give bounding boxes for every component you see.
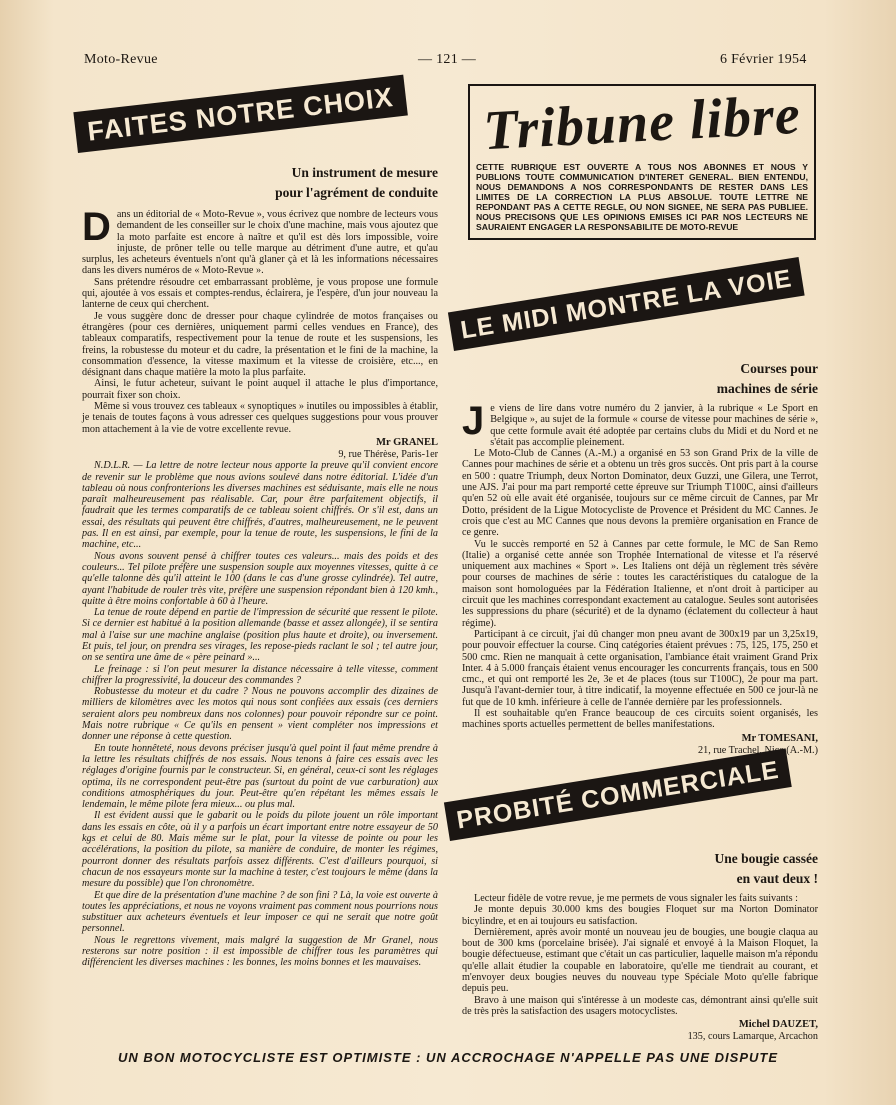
ndlr-paragraph: Il est évident aussi que le gabarit ou le poids du pilote jouent un rôle important dans les essais en côte, où il y a parfois un écart important entre notre essayeur de 50 kgs et celui de 80. Mais même sur le plat, pour la vitesse de pointe ou pour les accélérations, la position du pilote, sa manière de conduire, de monter les régimes, pourront donner des résultats parfois assez différents. C'est d'ailleurs pourquoi, si chacun de nos essayeurs monte sur la machine à tester, c'est toujours le même (dans la mesure du possible) que l'on chronomètre. (82, 810, 438, 890)
probite-letter (462, 893, 818, 1017)
faites-notre-choix-banner: FAITES NOTRE CHOIX (73, 75, 407, 153)
ndlr-paragraph: En toute honnêteté, nous devons préciser jusqu'à quel point il faut même prendre à la lettre les résultats chiffrés de nos essais. Nous tenons à faire ces essais avec les réglages d'origine fournis par le constructeur. Si, en général, ceux-ci sont les réglages optima, ils ne correspondent peut-être pas (surtout du point de vue carburation) aux conditions atmosphériques du jour. Peut-être qu'en répétant les mêmes essais le lendemain, le même pilote fera mieux... ou plus mal. (82, 742, 438, 811)
midi-signature: Mr TOMESANI, (741, 732, 818, 744)
midi-paragraph: Participant à ce circuit, j'ai dû changer mon pneu avant de 300x19 par un 3,25x19, pour pouvoir effectuer la course. Cinq catégories étaient prévues : 75, 125, 175, 250 et 500 cmc. Rien ne manquait à cette organisation, l'ambiance était vraiment Grand Prix Inter. 4 à 5.000 français étaient venus encourager les concurrents français, tous en 500 cmc., et qui ont remporté les 2e, 3e et 4e places (tous sur T100C), 2e pour ma part. Jusqu'à l'avant-dernier tour, à titre indicatif, la moyenne effectuée en 500 ce jour-là ne fut que de 10 kmh. inférieure à celle de l'année dernière par les professionnels. (462, 628, 818, 708)
midi-letter (462, 399, 818, 731)
tribune-libre-box (468, 84, 816, 240)
ndlr-paragraph: N.D.L.R. — La lettre de notre lecteur nous apporte la preuve qu'il convient encore de revenir sur le problème que nous avions soulevé dans notre éditorial. L'idée d'un tableau où nous confronterions les diverses machines est séduisante, mais elle ne nous paraît malheureusement pas réalisable. Car, pour être parfaitement objectifs, il faudrait que les termes comparatifs de ce tableau soient chiffrés. Or s'il est, dans un essai, des résultats qui peuvent être chiffrés, d'autres, malheureusement, ne le peuvent pas. Il en est ainsi, par exemple, pour la tenue de route, les suspensions, le fini de la machine, etc... (82, 460, 438, 551)
midi-dropcap: J (462, 399, 485, 443)
choix-paragraph: ans un éditorial de « Moto-Revue », vous écrivez que nombre de lecteurs vous demandent de les conseiller sur le choix d'une machine, mais vous ajoutez que la moto parfaite est encore à naître et qu'il est dès lors impossible, voire injuste, de prôner telle ou telle marque au détriment d'une autre, et qu'au surplus, les acheteurs éventuels n'ont qu'à glaner çà et là les informations nécessaires dans les divers numéros de « Moto-Revue ». (82, 209, 438, 277)
ndlr-paragraph: Nous avons souvent pensé à chiffrer toutes ces valeurs... mais des poids et des couleurs... Tel pilote préfère une suspension souple aux moyennes vitesses, quitte à ce qu'elle talonne dès qu'il atteint le 100 (dans le cas d'une grosse cylindrée). Tel autre, ayant l'habitude de rouler très vite, préfère une suspension répondant bien à 120 kmh., quitte à être moins confortable à 60 à l'heure. (82, 550, 438, 607)
choix-signature: Mr GRANEL (376, 436, 438, 448)
choix-address: 9, rue Thérèse, Paris-1er (338, 448, 438, 460)
magazine-name: Moto-Revue (84, 52, 158, 67)
probite-subtitle-2: en vaut deux ! (736, 870, 818, 886)
footer-slogan: UN BON MOTOCYCLISTE EST OPTIMISTE : UN ACCROCHAGE N'APPELLE PAS UNE DISPUTE (118, 1050, 778, 1065)
probite-address: 135, cours Lamarque, Arcachon (687, 1031, 818, 1043)
probite-signature: Michel DAUZET, (738, 1019, 818, 1031)
tribune-note: CETTE RUBRIQUE EST OUVERTE A TOUS NOS ABONNES ET NOUS Y PUBLIONS TOUTE COMMUNICATION D'INTERET GENERAL. BIEN ENTENDU, NOUS DEMANDONS A NOS CORRESPONDANTS DE RESTER DANS LES LIMITES DE LA CORRECTION LA PLUS ABSOLUE. TOUTE LETTRE NE REPONDANT PAS A CETTE REGLE, OU NON SIGNEE, NE SERA PAS PUBLIEE. NOUS PRECISONS QUE LES OPINIONS EMISES ICI PAR NOS LECTEURS NE SAURAIENT ENGAGER LA RESPONSABILITE DE MOTO-REVUE (476, 162, 808, 232)
choix-subtitle-2: pour l'agrément de conduite (275, 185, 438, 200)
tribune-title: Tribune libre (481, 83, 803, 163)
midi-banner: LE MIDI MONTRE LA VOIE (448, 257, 805, 351)
midi-paragraph: e viens de lire dans votre numéro du 2 janvier, à la rubrique « Le Sport en Belgique », au sujet de la formule « course de vitesse pour machines de série », que cette formule avait été adoptée par certains clubs du Midi et du Nord et ne s'était pas accomplie pleinement. (490, 403, 818, 448)
right-column (454, 72, 819, 1043)
probite-paragraph: Bravo à une maison qui s'intéresse à un modeste cas, démontrant ainsi qu'elle suit de très près la satisfaction des usagers motocyclistes. (462, 994, 818, 1017)
probite-subtitle-1: Une bougie cassée (714, 850, 818, 866)
choix-subtitle-1: Un instrument de mesure (291, 165, 438, 180)
midi-address: 21, rue Trachel, Nice (A.-M.) (698, 744, 818, 756)
page-number: — 121 — (418, 52, 477, 67)
choix-paragraph: Je vous suggère donc de dresser pour chaque cylindrée de motos françaises ou étrangères (pour ces dernières, uniquement parmi celles vendues en France), des tableaux comparatifs, respectivement pour la tenue de route et les suspensions, les freins, la robustesse du moteur et du cadre, la présentation et le fini de la machine, la consommation d'essence, la vitesse maximum et la vitesse de croisière, etc..., en désignant dans chaque matière la moto la plus parfaite. (82, 310, 438, 379)
editor-note (82, 460, 438, 968)
choix-paragraph: Sans prétendre résoudre cet embarrassant problème, je vous propose une formule qui, ajoutée à vos essais et comptes-rendus, éclairera, je l'espère, d'un jour nouveau la lanterne de ceux qui cherchent. (82, 276, 438, 311)
ndlr-paragraph: Le freinage : si l'on peut mesurer la distance nécessaire à telle vitesse, comment chiffrer la progressivité, la douceur des commandes ? (82, 663, 438, 686)
midi-paragraph: Il est souhaitable qu'en France beaucoup de ces circuits soient organisés, les machines sports actuelles permettent de belles manifestations. (462, 708, 818, 731)
midi-paragraph: Vu le succès remporté en 52 à Cannes par cette formule, le MC de San Remo (Italie) a organisé cette année son Trophée International de vitesse et l'a réservé uniquement aux machines « Sport ». Les Italiens ont déjà un règlement très sévère pour courses de machines de série : toutes les caractéristiques du catalogue de la maison sont homologuées par la Fédération Italienne, et n'ont droit à participer au circuit que les machines correspondant exactement au catalogue. Seules sont autorisées les suppressions du phare (sécurité) et de la dynamo (éclatement du collecteur à haut régime). (462, 538, 818, 629)
probite-paragraph: Dernièrement, après avoir monté un nouveau jeu de bougies, une bougie claqua au bout de 300 kms (porcelaine brisée). J'ai signalé et envoyé à la Maison Floquet, la bougie défectueuse, estimant que c'était un cas particulier, laquelle maison m'a répondu qu'elle allait étudier la coupable en laboratoire, qu'elle me tiendrait au courant, et m'envoyer deux bougies neuves du nouveau type Spéciale Moto qu'elle fabrique depuis peu. (462, 926, 819, 995)
choix-paragraph: Même si vous trouvez ces tableaux « synoptiques » inutiles ou impossibles à établir, je tenais de toutes façons à vous adresser ces quelques suggestions pour vous prouver mon attachement à la vie de votre excellente revue. (82, 401, 438, 435)
midi-subtitle-1: Courses pour (740, 361, 818, 376)
midi-subtitle-2: machines de série (716, 381, 818, 396)
ndlr-paragraph: Robustesse du moteur et du cadre ? Nous ne pouvons accomplir des dizaines de milliers de kilomètres avec les motos qui nous sont confiées aux essais (ces derniers seraient alors peu nombreux dans nos colonnes) pour pouvoir répondre sur ce point. Mais notre rubrique « Ce qu'ils en pensent » vient compléter nos impressions et donner une réponse à cette question. (82, 686, 438, 743)
ndlr-paragraph: Et que dire de la présentation d'une machine ? de son fini ? Là, la voie est ouverte à toutes les appréciations, et nous ne voyons vraiment pas comment nous pourrions nous substituer aux acheteurs éventuels et leur imposer ce qui ne serait que notre goût personnel. (82, 889, 438, 935)
choix-paragraph: Ainsi, le futur acheteur, suivant le point auquel il attache le plus d'importance, pourrait fixer son choix. (82, 378, 438, 401)
issue-date: 6 Février 1954 (720, 52, 807, 67)
probite-paragraph: Je monte depuis 30.000 kms des bougies Floquet sur ma Norton Dominator bicylindre, et en ai toujours eu satisfaction. (462, 904, 818, 927)
midi-paragraph: Le Moto-Club de Cannes (A.-M.) a organisé en 53 son Grand Prix de la ville de Cannes pour machines de série et a obtenu un très gros succès. Ont pris part à la course en 500 : quatre Triumph, deux Norton Dominator, deux Guzzi, une Gilera, une Terrot, une AJS. J'ai pour ma part remporté cette épreuve sur Triumph T100C, ainsi d'ailleurs qu'en 52 où elle avait été organisée, toujours sur ce même circuit de Cannes, par Mr Dotto, président de la Ligue Motocycliste de Provence et Président du MC Cannes. Je crois que c'est au MC Cannes que nous devons la première organisation en France de ce genre. (462, 448, 818, 539)
left-column (82, 72, 438, 969)
choix-letter (82, 205, 438, 435)
ndlr-paragraph: La tenue de route dépend en partie de l'impression de sécurité que ressent le pilote. Si ce dernier est habitué à la position allemande (basse et assez allongée), il se sentira mal à l'aise sur une machine anglaise (position plus haute et droite), ou inversement. Et puis, tel jour, on prendra ses virages, les repose-pieds raclant le sol ; tel autre jour, on se sentira une âme de « père peinard »... (82, 607, 438, 664)
choix-dropcap: D (82, 205, 111, 249)
probite-paragraph: Lecteur fidèle de votre revue, je me permets de vous signaler les faits suivants : (474, 892, 798, 904)
probite-banner: PROBITÉ COMMERCIALE (444, 748, 792, 841)
ndlr-paragraph: Nous le regrettons vivement, mais malgré la suggestion de Mr Granel, nous resterons sur notre position : il est impossible de chiffrer tous les paramètres qui différencient les diverses machines : les bonnes, les moins bonnes et les mauvaises. (82, 934, 438, 969)
